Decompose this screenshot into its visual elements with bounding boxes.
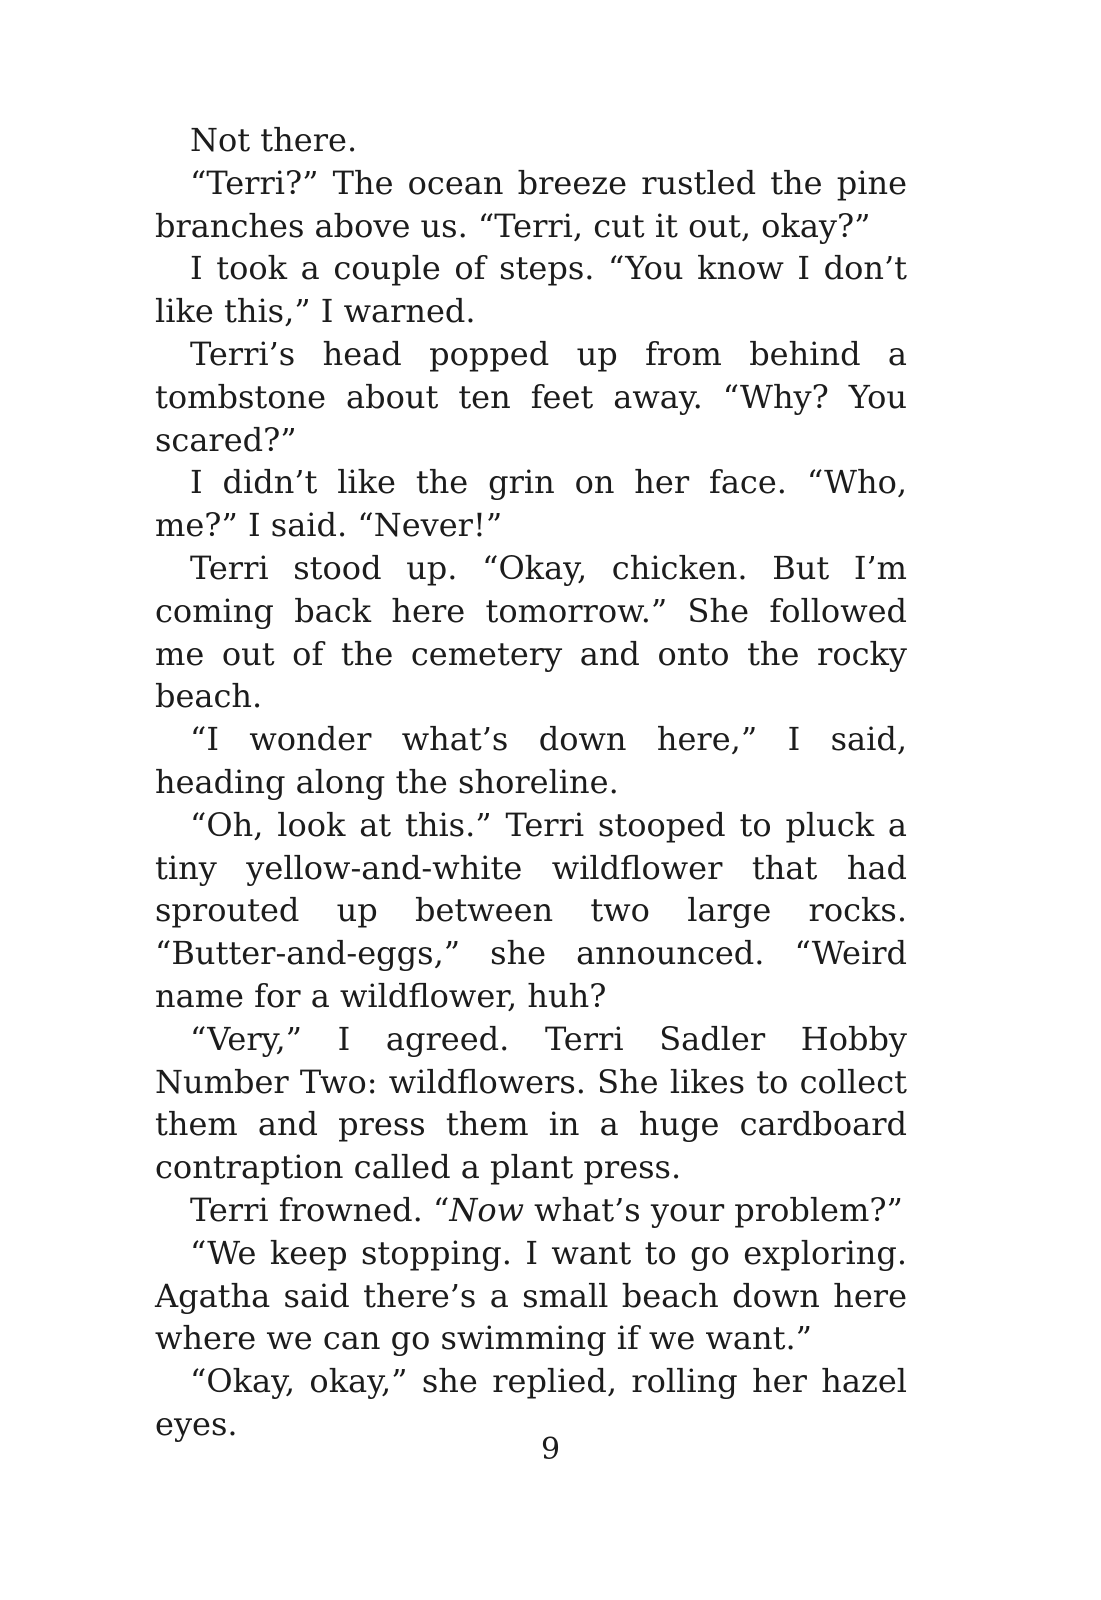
paragraph-text: Terri frowned. “: [190, 1190, 450, 1229]
paragraph: “Very,” I agreed. Terri Sadler Hobby Number Two: wildflowers. She likes to collect them and press them in a huge cardboard contraption called a plant press.: [155, 1019, 907, 1187]
emphasized-word: Now: [449, 1190, 524, 1229]
paragraph: I took a couple of steps. “You know I don’t like this,” I warned.: [155, 249, 907, 331]
paragraph: Not there.: [190, 121, 358, 159]
paragraph: “Okay, okay,” she replied, rolling her hazel eyes.: [155, 1362, 907, 1443]
paragraph: “I wonder what’s down here,” I said, heading along the shoreline.: [155, 720, 907, 801]
paragraph-with-emphasis: [155, 1189, 907, 1232]
page-number: 9: [540, 1432, 561, 1467]
paragraph: I didn’t like the grin on her face. “Who, me?” I said. “Never!”: [155, 463, 907, 545]
paragraph: “Oh, look at this.” Terri stooped to pluck a tiny yellow-and-white wildflower that had sprouted up between two large rocks. “Butter-and-eggs,” she announced. “Weird name for a wildflower, huh?: [155, 805, 907, 1015]
paragraph: “Terri?” The ocean breeze rustled the pine branches above us. “Terri, cut it out, okay?”: [155, 163, 907, 245]
body-text: [155, 119, 907, 1446]
paragraph-text: what’s your problem?”: [523, 1190, 903, 1229]
paragraph: Terri stood up. “Okay, chicken. But I’m coming back here tomorrow.” She followed me out of the cemetery and onto the rocky beach.: [155, 548, 907, 716]
paragraph: “We keep stopping. I want to go exploring. Agatha said there’s a small beach down here where we can go swimming if we want.”: [155, 1233, 907, 1358]
paragraph: Terri’s head popped up from behind a tombstone about ten feet away. “Why? You scared?”: [155, 334, 907, 459]
